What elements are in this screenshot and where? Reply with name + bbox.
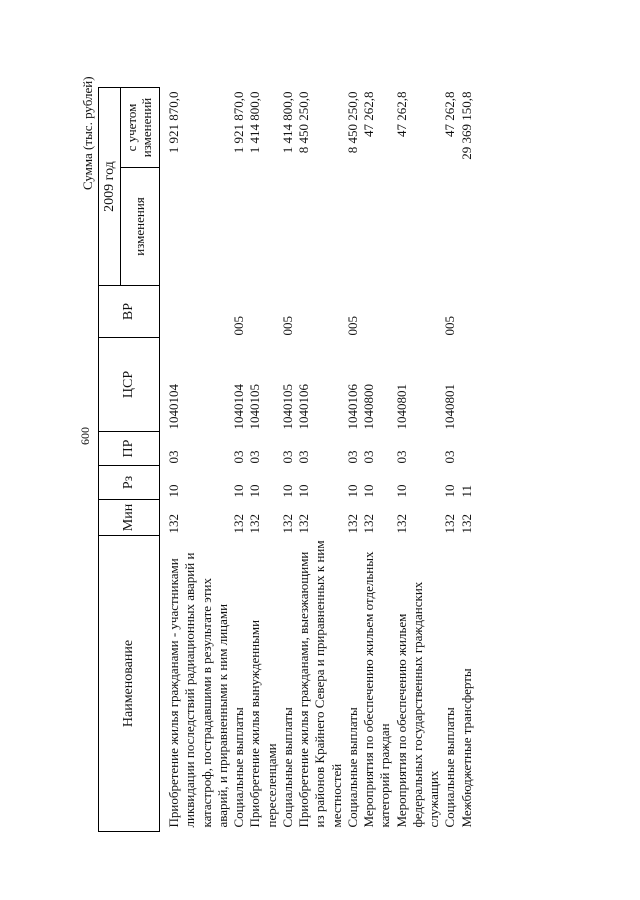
row-rz: 10: [393, 484, 409, 498]
row-changes: [280, 168, 296, 286]
table-row: [361, 88, 394, 832]
row-vr: 005: [279, 316, 295, 336]
budget-table: [98, 87, 475, 832]
row-changes: [345, 168, 361, 286]
row-vr: [166, 286, 231, 338]
col-header-changes: изменения: [121, 168, 160, 286]
table-row: [166, 88, 231, 832]
row-pr: 03: [442, 450, 458, 464]
row-name: Мероприятия по обеспечению жильем отдельных категорий граждан: [361, 551, 393, 828]
col-header-csr: ЦСР: [99, 338, 160, 432]
row-min: 132: [296, 514, 311, 534]
row-total: 29 369 150,8: [458, 91, 474, 160]
row-csr: 1040801: [442, 384, 458, 430]
col-header-pr: ПР: [99, 432, 160, 466]
row-name: Приобретение жилья гражданами - участниками ликвидации последствий радиационных аварий и катастроф, пострадавшими в результате этих аварий, и приравненными к ним лицами: [166, 552, 230, 828]
table-row: [280, 88, 296, 832]
col-header-name: Наименование: [99, 536, 160, 832]
row-rz: 10: [442, 484, 458, 498]
row-name: Приобретение жилья вынужденными переселенцами: [247, 619, 279, 828]
table-row: [296, 88, 345, 832]
row-csr: 1040105: [247, 384, 263, 430]
row-name: Приобретение жилья гражданами, выезжающими из районов Крайнего Севера и приравненных к ним местностей: [296, 540, 344, 828]
row-changes: [231, 168, 247, 286]
row-csr: 1040801: [393, 384, 409, 430]
row-min: 132: [231, 514, 246, 534]
units-caption: Сумма (тыс. рублей): [80, 76, 95, 190]
row-rz: 10: [279, 484, 295, 498]
row-rz: 10: [231, 484, 246, 498]
row-min: 132: [279, 514, 295, 534]
row-name: Социальные выплаты: [279, 707, 295, 828]
row-pr: 03: [344, 450, 360, 464]
row-pr: [459, 432, 475, 466]
row-changes: [394, 168, 443, 286]
row-csr: 1040105: [279, 384, 295, 430]
row-changes: [296, 168, 345, 286]
row-rz: 10: [296, 484, 311, 498]
row-total: 1 921 870,0: [166, 91, 181, 154]
row-vr: [247, 286, 280, 338]
row-changes: [442, 168, 458, 286]
row-min: 132: [361, 514, 376, 534]
row-rz: 10: [361, 484, 376, 498]
row-min: 132: [393, 514, 409, 534]
row-changes: [459, 168, 475, 286]
row-vr: 005: [231, 316, 246, 336]
row-name: Социальные выплаты: [344, 707, 360, 828]
row-csr: 1040800: [361, 384, 376, 430]
row-pr: 03: [231, 450, 246, 464]
table-row: [459, 88, 475, 832]
col-header-year: 2009 год: [99, 88, 121, 286]
row-total: 8 450 250,0: [344, 91, 360, 154]
row-csr: 1040106: [344, 384, 360, 430]
row-rz: 10: [344, 484, 360, 498]
row-min: 132: [458, 514, 474, 534]
col-header-min: Мин: [99, 500, 160, 536]
row-total: 47 262,8: [361, 91, 376, 137]
row-vr: [361, 286, 394, 338]
table-row: [442, 88, 458, 832]
row-min: 132: [442, 514, 458, 534]
row-total: 1 414 800,0: [247, 91, 263, 154]
table-row: [345, 88, 361, 832]
row-total: 1 921 870,0: [231, 91, 246, 154]
row-vr: [459, 286, 475, 338]
row-name: Социальные выплаты: [231, 707, 246, 828]
table-row: [231, 88, 247, 832]
row-pr: 03: [361, 450, 376, 464]
row-min: 132: [344, 514, 360, 534]
table-row: [247, 88, 280, 832]
table-row: [394, 88, 443, 832]
row-total: 1 414 800,0: [279, 91, 295, 154]
row-csr: [459, 338, 475, 432]
row-total: 47 262,8: [442, 91, 458, 137]
row-min: 132: [166, 514, 181, 534]
row-rz: 11: [458, 484, 474, 498]
row-rz: 10: [247, 484, 263, 498]
row-pr: 03: [247, 450, 263, 464]
col-header-rz: Рз: [99, 466, 160, 500]
col-header-with-changes: с учетом изменений: [121, 88, 160, 168]
row-changes: [166, 168, 231, 286]
row-total: 47 262,8: [393, 91, 409, 137]
row-changes: [247, 168, 280, 286]
row-pr: 03: [296, 450, 311, 464]
row-total: 8 450 250,0: [296, 91, 311, 154]
row-csr: 1040106: [296, 384, 311, 430]
row-vr: [394, 286, 443, 338]
row-name: Социальные выплаты: [442, 707, 458, 828]
row-csr: 1040104: [166, 384, 181, 430]
row-pr: 03: [279, 450, 295, 464]
row-pr: 03: [393, 450, 409, 464]
row-vr: 005: [442, 316, 458, 336]
row-name: Мероприятия по обеспечению жильем федеральных государственных гражданских служащих: [393, 581, 441, 828]
row-pr: 03: [166, 450, 181, 464]
row-name: Межбюджетные трансферты: [458, 668, 474, 828]
row-min: 132: [247, 514, 263, 534]
col-header-vr: ВР: [99, 286, 160, 338]
row-rz: 10: [166, 484, 181, 498]
row-vr: [296, 286, 345, 338]
row-vr: 005: [344, 316, 360, 336]
page-number: 600: [78, 427, 92, 445]
row-csr: 1040104: [231, 384, 246, 430]
row-changes: [361, 168, 394, 286]
